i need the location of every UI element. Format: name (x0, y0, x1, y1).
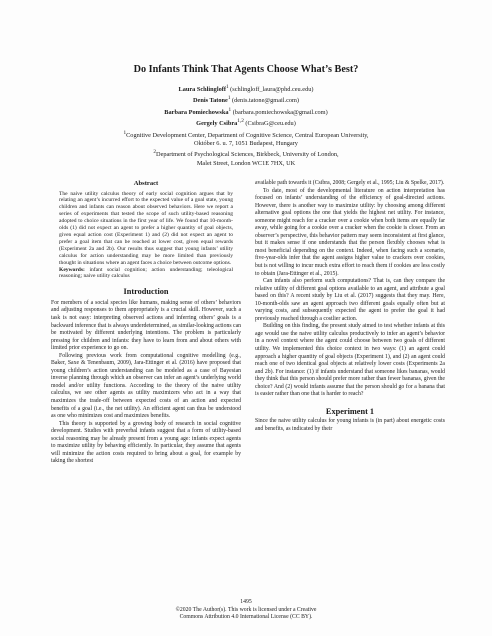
copyright-line: ©2020 The Author(s). This work is licensed under a Creative (175, 607, 317, 613)
author-affiliation-mark: 1,2 (237, 118, 244, 125)
author-affiliation-mark: 1 (228, 106, 232, 113)
copyright-notice (0, 607, 492, 622)
body-paragraph: This theory is supported by a growing body of research in social cognitive development. Studies with preverbal infants suggest that a form of utility-based social reasoning may be already present from a young age: infants expect agents to maximize utility by behaving efficiently. In particular, they assume that agents will minimize the action costs required to bring about a goal, for example by taking the shortest (51, 420, 241, 465)
author-name: Denis Tatone (192, 97, 228, 105)
right-column (255, 180, 445, 434)
author-line (60, 94, 432, 105)
experiment-1-heading: Experiment 1 (325, 406, 375, 416)
author-email: (CsibraG@ceu.edu) (245, 120, 296, 128)
author-email: (schlingloff_laura@phd.ceu.edu) (230, 86, 314, 94)
affiliation-line (60, 148, 432, 159)
author-email: (denis.tatone@gmail.com) (232, 97, 300, 105)
author-name: Barbara Pomiechowska (164, 108, 229, 116)
author-affiliation-mark: 1 (225, 84, 229, 90)
author-line (60, 106, 432, 117)
abstract-text: The naive utility calculus theory of early social cognition argues that by relating an agent’s incurred effort to the expected value of a goal state, young children and infants can reason about observed behaviors. Here we report a series of experiments that tested the scope of such utility-based reasoning adopted to choice situations in the first year of life. We found that 10-month-olds (1) did not expect an agent to prefer a higher quantity of goal objects, given equal action cost (Experiment 1) and (2) did not expect an agent to prefer a goal item that can be reached at lower cost, given equal rewards (Experiment 2a and 2b). Our results thus suggest that young infants’ utility calculus for action understanding may be more limited than previously thought in situations where an agent faces a choice between outcome options. (59, 190, 233, 266)
affiliation-mark: 1 (123, 129, 127, 136)
author-affiliation-mark: 1 (227, 95, 231, 102)
body-paragraph: Following previous work from computational cognitive modelling (e.g., Baker, Saxe & Tenenbaum, 2009), Jara-Ettinger et al. (2016) have proposed that young children’s action understanding can be modeled as a case of Bayesian inverse planning through which an observer can infer an agent’s underlying world model and/or utility functions. According to the theory of the naive utility calculus, we see other agents as utility maximizers who act in a way that maximizes the trade-off between expected costs of an action and expected benefits of a goal (i.e., the net utility). An efficient agent can thus be understood as one who minimizes cost and maximizes benefits. (51, 352, 241, 420)
page-number: 1495 (240, 599, 252, 605)
left-column (51, 180, 241, 466)
introduction-heading: Introduction (123, 287, 169, 297)
author-block (60, 83, 432, 168)
affiliation-line (60, 129, 432, 140)
body-paragraph: For members of a social species like humans, making sense of others’ behaviors and adjusting responses to them appropriately is a crucial skill. However, such a task is not easy: interpreting observed actions and inferring others’ goals is a backward inference that is always underdetermined, as similar-looking actions can be motivated by different underlying intentions. The problem is particularly pressing for children and infants: they have to learn from and about others with limited prior experience to go on. (51, 299, 241, 352)
affiliation-text: Cognitive Development Center, Department of Cognitive Science, Central European University, (126, 131, 369, 139)
affiliation-text: Department of Psychological Sciences, Birkbeck, University of London, (156, 151, 339, 159)
author-name: Laura Schlingloff (178, 86, 226, 94)
author-line (60, 83, 432, 94)
author-name: Gergely Csibra (196, 120, 238, 128)
author-email: (barbara.pomiechowska@gmail.com) (232, 108, 328, 116)
affiliation-line (60, 140, 432, 148)
copyright-line: Commons Attribution 4.0 International License (CC BY). (179, 614, 313, 621)
body-paragraph: Building on this finding, the present study aimed to test whether infants at this age would use the naive utility calculus productively to infer an agent’s behavior in a novel context where the agent could choose between two goals of different utility. We implemented this choice context in two ways: (1) an agent could approach a higher quantity of goal objects (Experiment 1), and (2) an agent could reach one of two identical goal objects at relatively lower costs (Experiments 2a and 2b). For instance: (1) if infants understand that someone likes bananas, would they think that this person should prefer more rather than fewer bananas, given the choice? And (2) would infants assume that the person should go for a banana that is easier rather than one that is harder to reach? (255, 323, 445, 398)
abstract-heading: Abstract (133, 180, 159, 187)
paper-title: Do Infants Think That Agents Choose What’s Best? (133, 64, 359, 75)
affiliation-text: Malet Street, London WC1E 7HX, UK (196, 159, 296, 167)
affiliation-mark: 2 (153, 149, 157, 156)
author-line (60, 117, 432, 128)
body-paragraph: available path towards it (Csibra, 2008; Gergely et al., 1995; Liu & Spelke, 2017). (255, 180, 445, 186)
keywords-text: infant social cognition; action understanding; teleological reasoning; naive utility calculus (59, 266, 233, 280)
body-paragraph: Since the naive utility calculus for young infants is (in part) about energetic costs and benefits, as indicated by their (255, 418, 445, 432)
body-paragraph: Can infants also perform such computations? That is, can they compare the relative utility of different goal options available to an agent, and attribute a goal based on this? A recent study by Liu et al. (2017) suggests that they may. Here, 10-month-olds saw an agent approach two different goals equally often but at varying costs, and subsequently expected the agent to prefer the goal it had previously reached through a costlier action. (255, 278, 445, 322)
keywords (51, 267, 241, 281)
affiliation-text: Október 6. u. 7, 1051 Budapest, Hungary (194, 139, 298, 147)
keywords-label: Keywords: (59, 266, 85, 273)
body-paragraph: To date, most of the developmental literature on action interpretation has focused on infants’ understanding of the efficiency of goal-directed actions. However, there is another way to maximize utility: by choosing among different alternative goal options the one that yields the highest net utility. For instance, someone might reach for a cracker over a cookie when both items are equally far away, while going for a cookie over a cracker when the cookie is closer. From an observer’s perspective, this behavior pattern may seem inconsistent at first glance, but it makes sense if one understands that the person flexibly chooses what is most beneficial depending on the context. Indeed, when facing such a scenario, five-year-olds infer that the agent assigns higher value to crackers over cookies, but is not willing to incur much extra effort to reach them if cookies are less costly to obtain (Jara-Ettinger et al., 2015). (255, 187, 445, 277)
affiliation-line (60, 160, 432, 168)
